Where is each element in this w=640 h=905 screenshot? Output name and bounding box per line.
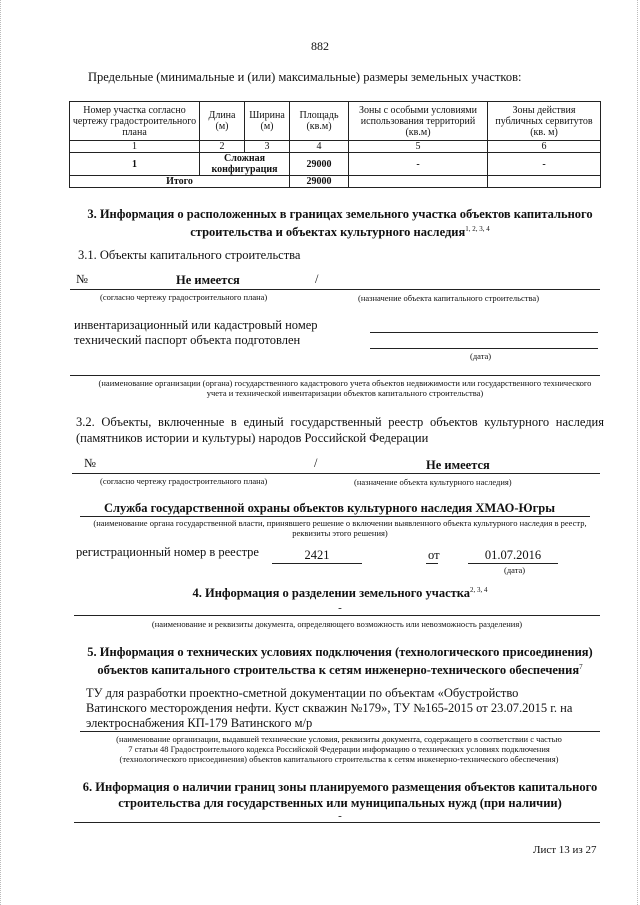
underline	[80, 731, 600, 732]
registry-date: 01.07.2016	[484, 548, 542, 562]
caption-purpose: (назначение объекта капитального строительства)	[358, 293, 540, 303]
section-4-value: -	[338, 602, 342, 614]
section-5-title-line1: 5. Информация о технических условиях подключения (технологического присоединения)	[87, 645, 593, 659]
caption-tu-1: (наименование организации, выдавшей технические условия, реквизиты документа, содержащего в соответствии с частью	[116, 734, 562, 744]
from-label: от	[428, 548, 440, 562]
section-6-title-line1: 6. Информация о наличии границ зоны планируемого размещения объектов капитального	[82, 780, 598, 794]
tech-passport-label: технический паспорт объекта подготовлен	[74, 333, 301, 347]
caption-date: (дата)	[470, 351, 492, 361]
row-area: 29000	[290, 153, 349, 176]
section-5-title	[60, 645, 620, 678]
section-4-sup: 2, 3, 4	[470, 586, 488, 594]
caption-drawing: (согласно чертежу градостроительного плана)	[100, 292, 268, 302]
col-num-2: 2	[200, 141, 245, 153]
caption-authority: (наименование органа государственной власти, принявшего решение о включении выявленного объекта культурного наследия в реестр, реквизиты этого решения)	[93, 518, 587, 538]
underline	[272, 563, 362, 564]
section-4-title-text: 4. Информация о разделении земельного участка	[192, 586, 471, 601]
col-num-4: 4	[290, 141, 349, 153]
tu-text-1: ТУ для разработки проектно-сметной документации по объектам «Обустройство	[86, 686, 519, 700]
slash: /	[315, 272, 319, 286]
section-5-title-line2: объектов капитального строительства к сетям инженерно-технического обеспечения	[97, 663, 580, 678]
section-3-sup: 1, 2, 3, 4	[465, 225, 490, 233]
underline	[468, 563, 558, 564]
caption-division: (наименование и реквизиты документа, определяющего возможность или невозможность разделения)	[151, 619, 523, 629]
scan-edge-left	[0, 0, 4, 905]
underline	[74, 822, 600, 823]
caption-tu-2: 7 статьи 48 Градостроительного кодекса Российской Федерации информацию о технических условиях подключения	[128, 744, 550, 754]
row-zones: -	[349, 153, 488, 176]
sheet-number: Лист 13 из 27	[533, 844, 597, 856]
underline	[72, 473, 600, 474]
th-special-zones: Зоны с особыми условиями использования территорий (кв.м)	[349, 102, 488, 141]
col-num-5: 5	[349, 141, 488, 153]
section-5-title-line2-wrap	[60, 660, 620, 678]
section-3-title	[60, 207, 620, 240]
th-width: Ширина (м)	[245, 102, 290, 141]
registry-number: 2421	[304, 548, 330, 562]
registry-label: регистрационный номер в реестре	[76, 545, 259, 559]
caption-cadastre-org: (наименование организации (органа) государственного кадастрового учета объектов недвижимости или государственного технического учета и технической инвентаризации объектов капитального строительства)	[98, 378, 592, 398]
underline	[80, 516, 590, 517]
section-6-title	[60, 779, 620, 811]
section-3-2-title: 3.2. Объекты, включенные в единый государственный реестр объектов культурного наследия (памятников истории и культуры) народов Российской Федерации	[76, 415, 604, 445]
section-3-title-text: 3. Информация о расположенных в границах земельного участка объектов капитального строительства и объектах культурного наследия	[87, 207, 593, 240]
section-4-title	[60, 586, 620, 601]
authority-name: Служба государственной охраны объектов культурного наследия ХМАО-Югры	[104, 501, 555, 515]
total-empty-5	[349, 176, 488, 188]
no-sign: №	[76, 272, 88, 286]
section-3-1-title: 3.1. Объекты капитального строительства	[78, 248, 301, 262]
caption-tu-3: (технологического присоединения) объектов капитального строительства к сетям инженерно-технического обеспечения)	[119, 754, 559, 764]
heritage-object-none: Не имеется	[426, 458, 490, 472]
land-size-table	[69, 101, 601, 188]
page-number: 882	[311, 39, 329, 53]
col-num-3: 3	[245, 141, 290, 153]
section-6-value: -	[338, 810, 342, 822]
th-area: Площадь (кв.м)	[290, 102, 349, 141]
section-6-title-line2: строительства для государственных или муниципальных нужд (при наличии)	[118, 796, 562, 810]
underline	[370, 348, 598, 349]
underline	[370, 332, 598, 333]
tu-text-3: электроснабжения КП-179 Ватинского м/р	[86, 716, 313, 730]
underline	[74, 615, 600, 616]
row-shape: Сложная конфигурация	[200, 153, 290, 176]
table-heading: Предельные (минимальные и (или) максимальные) размеры земельных участков:	[88, 70, 522, 84]
no-sign-2: №	[84, 456, 96, 470]
underline	[426, 563, 438, 564]
total-empty-6	[488, 176, 601, 188]
th-servitudes: Зоны действия публичных сервитутов (кв. м)	[488, 102, 601, 141]
slash-2: /	[314, 456, 318, 470]
underline	[70, 375, 600, 376]
th-plot-number: Номер участка согласно чертежу градостроительного плана	[70, 102, 200, 141]
th-length: Длина (м)	[200, 102, 245, 141]
row-servitudes: -	[488, 153, 601, 176]
scan-edge-right	[634, 0, 638, 905]
col-num-6: 6	[488, 141, 601, 153]
capital-object-none: Не имеется	[176, 273, 240, 287]
row-plot-number: 1	[70, 153, 200, 176]
total-area: 29000	[290, 176, 349, 188]
total-label: Итого	[70, 176, 290, 188]
inventory-label: инвентаризационный или кадастровый номер	[74, 318, 318, 332]
section-5-sup: 7	[579, 663, 583, 671]
caption-drawing-2: (согласно чертежу градостроительного плана)	[100, 476, 268, 486]
tu-text-2: Ватинского месторождения нефти. Куст скважин №179», ТУ №165-2015 от 23.07.2015 г. на	[86, 701, 573, 715]
col-num-1: 1	[70, 141, 200, 153]
caption-heritage-purpose: (назначение объекта культурного наследия)	[354, 477, 512, 487]
caption-date-2: (дата)	[504, 565, 526, 575]
underline	[70, 289, 600, 290]
